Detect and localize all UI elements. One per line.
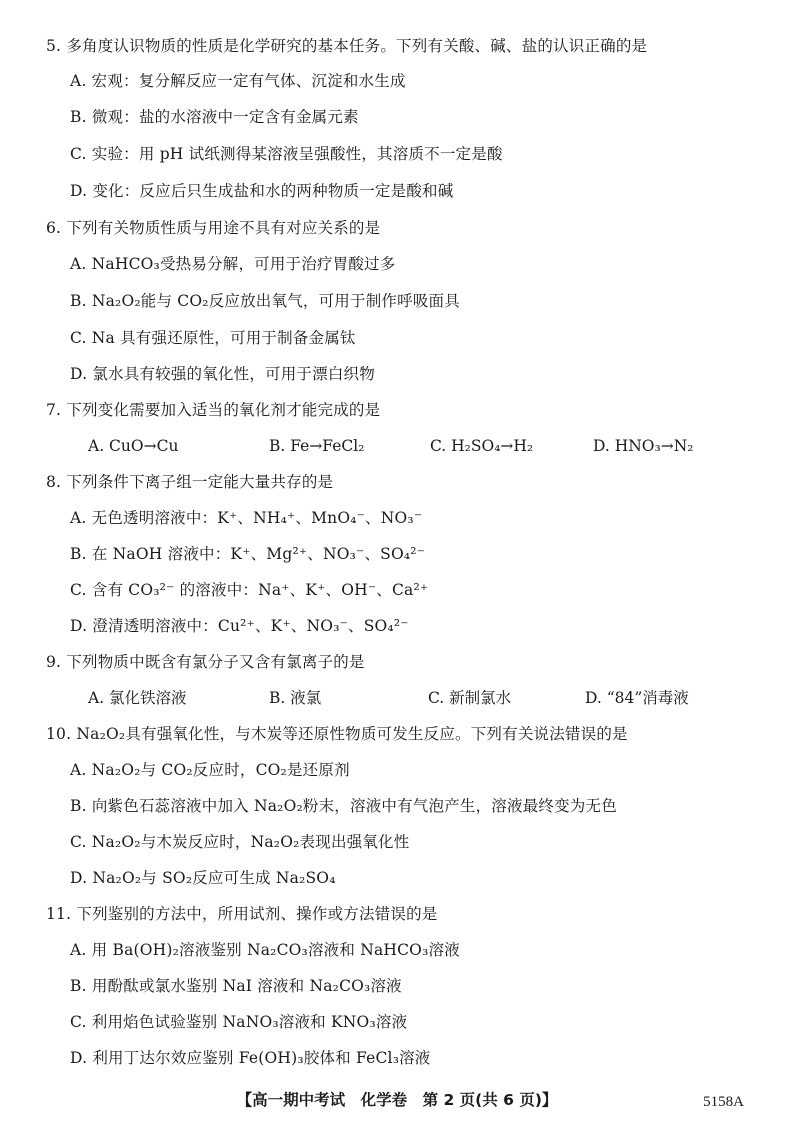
q8-option-c: C. 含有 CO₃²⁻ 的溶液中：Na⁺、K⁺、OH⁻、Ca²⁺ [70, 581, 429, 599]
q9-option-c: C. 新制氯水 [428, 689, 512, 707]
page-footer [0, 1090, 794, 1110]
q10-option-b: B. 向紫色石蕊溶液中加入 Na₂O₂粉末，溶液中有气泡产生，溶液最终变为无色 [70, 797, 617, 815]
q9-option-d: D. “84”消毒液 [585, 689, 689, 707]
q11-option-a: A. 用 Ba(OH)₂溶液鉴别 Na₂CO₃溶液和 NaHCO₃溶液 [70, 941, 460, 959]
q10-option-c: C. Na₂O₂与木炭反应时，Na₂O₂表现出强氧化性 [70, 833, 410, 851]
q8-option-b: B. 在 NaOH 溶液中：K⁺、Mg²⁺、NO₃⁻、SO₄²⁻ [70, 545, 426, 563]
q10-option-d: D. Na₂O₂与 SO₂反应可生成 Na₂SO₄ [70, 869, 336, 887]
exam-code: 5158A [703, 1094, 744, 1110]
q8-option-a: A. 无色透明溶液中：K⁺、NH₄⁺、MnO₄⁻、NO₃⁻ [70, 509, 423, 527]
q5-option-b: B. 微观：盐的水溶液中一定含有金属元素 [70, 108, 359, 126]
q6-option-d: D. 氯水具有较强的氧化性，可用于漂白织物 [70, 365, 375, 383]
q11-option-c: C. 利用焰色试验鉴别 NaNO₃溶液和 KNO₃溶液 [70, 1013, 408, 1031]
q7-options [0, 436, 794, 456]
q8-stem: 8. 下列条件下离子组一定能大量共存的是 [46, 473, 334, 491]
q5-option-c: C. 实验：用 pH 试纸测得某溶液呈强酸性，其溶质不一定是酸 [70, 145, 503, 163]
q7-option-a: A. CuO→Cu [88, 437, 179, 455]
q5-option-d: D. 变化：反应后只生成盐和水的两种物质一定是酸和碱 [70, 182, 454, 200]
q6-option-c: C. Na 具有强还原性，可用于制备金属钛 [70, 329, 356, 347]
q11-option-d: D. 利用丁达尔效应鉴别 Fe(OH)₃胶体和 FeCl₃溶液 [70, 1049, 431, 1067]
q7-stem: 7. 下列变化需要加入适当的氧化剂才能完成的是 [46, 401, 381, 419]
q11-option-b: B. 用酚酞或氯水鉴别 NaI 溶液和 Na₂CO₃溶液 [70, 977, 402, 995]
q6-stem: 6. 下列有关物质性质与用途不具有对应关系的是 [46, 219, 381, 237]
q10-stem: 10. Na₂O₂具有强氧化性，与木炭等还原性物质可发生反应。下列有关说法错误的是 [46, 725, 628, 743]
q5-stem: 5. 多角度认识物质的性质是化学研究的基本任务。下列有关酸、碱、盐的认识正确的是 [46, 37, 648, 55]
q9-stem: 9. 下列物质中既含有氯分子又含有氯离子的是 [46, 653, 365, 671]
q6-option-b: B. Na₂O₂能与 CO₂反应放出氧气，可用于制作呼吸面具 [70, 292, 460, 310]
q9-option-b: B. 液氯 [269, 689, 322, 707]
q11-stem: 11. 下列鉴别的方法中，所用试剂、操作或方法错误的是 [46, 905, 438, 923]
footer-title: 【高一期中考试 化学卷 第 2 页(共 6 页)】 [236, 1091, 558, 1109]
q9-options [0, 688, 794, 708]
q8-option-d: D. 澄清透明溶液中：Cu²⁺、K⁺、NO₃⁻、SO₄²⁻ [70, 617, 409, 635]
q10-option-a: A. Na₂O₂与 CO₂反应时，CO₂是还原剂 [70, 761, 350, 779]
q6-option-a: A. NaHCO₃受热易分解，可用于治疗胃酸过多 [70, 255, 396, 273]
q5-option-a: A. 宏观：复分解反应一定有气体、沉淀和水生成 [70, 72, 406, 90]
q7-option-d: D. HNO₃→N₂ [593, 437, 694, 455]
q9-option-a: A. 氯化铁溶液 [88, 689, 187, 707]
q7-option-b: B. Fe→FeCl₂ [269, 437, 365, 455]
q7-option-c: C. H₂SO₄→H₂ [430, 437, 534, 455]
